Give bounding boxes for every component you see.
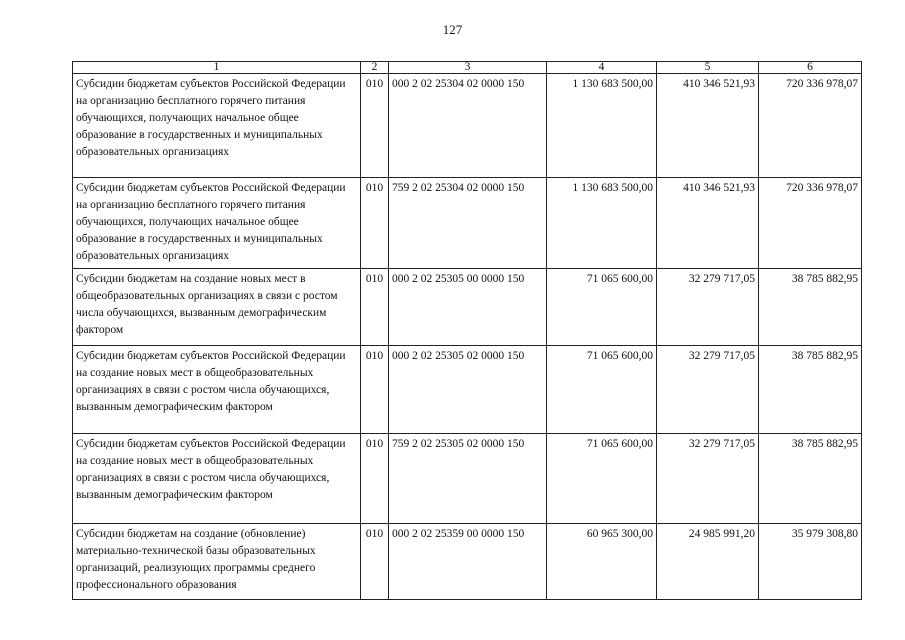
row-col4-amount: 1 130 683 500,00 <box>547 178 657 269</box>
row-line-code: 010 <box>361 524 389 600</box>
row-description: Субсидии бюджетам на создание (обновление) материально-технической базы образовательных организаций, реализующих программы среднего профессионального образования <box>73 524 361 600</box>
header-col-5: 5 <box>657 62 759 74</box>
table-row <box>73 178 862 269</box>
row-col5-amount: 32 279 717,05 <box>657 434 759 524</box>
header-col-6: 6 <box>759 62 862 74</box>
table-row <box>73 346 862 434</box>
table-row <box>73 524 862 600</box>
row-col6-amount: 720 336 978,07 <box>759 74 862 178</box>
row-col5-amount: 24 985 991,20 <box>657 524 759 600</box>
table-row <box>73 434 862 524</box>
row-col4-amount: 71 065 600,00 <box>547 434 657 524</box>
header-col-2: 2 <box>361 62 389 74</box>
row-description: Субсидии бюджетам субъектов Российской Федерации на создание новых мест в общеобразовательных организациях в связи с ростом числа обучающихся, вызванным демографическим фактором <box>73 434 361 524</box>
row-col5-amount: 32 279 717,05 <box>657 346 759 434</box>
table-row <box>73 74 862 178</box>
row-col5-amount: 32 279 717,05 <box>657 269 759 346</box>
budget-table <box>72 61 862 600</box>
row-budget-code: 000 2 02 25304 02 0000 150 <box>389 74 547 178</box>
header-row <box>73 62 862 74</box>
row-col4-amount: 60 965 300,00 <box>547 524 657 600</box>
header-col-1: 1 <box>73 62 361 74</box>
row-line-code: 010 <box>361 434 389 524</box>
row-col6-amount: 38 785 882,95 <box>759 434 862 524</box>
row-description: Субсидии бюджетам субъектов Российской Федерации на организацию бесплатного горячего питания обучающихся, получающих начальное общее образование в государственных и муниципальных образовательных организациях <box>73 178 361 269</box>
row-description: Субсидии бюджетам на создание новых мест в общеобразовательных организациях в связи с ростом числа обучающихся, вызванным демографическим фактором <box>73 269 361 346</box>
row-budget-code: 759 2 02 25304 02 0000 150 <box>389 178 547 269</box>
row-col4-amount: 71 065 600,00 <box>547 346 657 434</box>
row-budget-code: 759 2 02 25305 02 0000 150 <box>389 434 547 524</box>
row-budget-code: 000 2 02 25359 00 0000 150 <box>389 524 547 600</box>
row-budget-code: 000 2 02 25305 02 0000 150 <box>389 346 547 434</box>
row-col6-amount: 35 979 308,80 <box>759 524 862 600</box>
row-line-code: 010 <box>361 74 389 178</box>
row-col6-amount: 38 785 882,95 <box>759 346 862 434</box>
row-description: Субсидии бюджетам субъектов Российской Федерации на организацию бесплатного горячего питания обучающихся, получающих начальное общее образование в государственных и муниципальных образовательных организациях <box>73 74 361 178</box>
row-col4-amount: 1 130 683 500,00 <box>547 74 657 178</box>
row-col5-amount: 410 346 521,93 <box>657 74 759 178</box>
row-col6-amount: 38 785 882,95 <box>759 269 862 346</box>
row-budget-code: 000 2 02 25305 00 0000 150 <box>389 269 547 346</box>
table-row <box>73 269 862 346</box>
row-description: Субсидии бюджетам субъектов Российской Федерации на создание новых мест в общеобразовательных организациях в связи с ростом числа обучающихся, вызванным демографическим фактором <box>73 346 361 434</box>
row-col5-amount: 410 346 521,93 <box>657 178 759 269</box>
row-line-code: 010 <box>361 178 389 269</box>
page-number: 127 <box>442 22 463 37</box>
row-line-code: 010 <box>361 269 389 346</box>
row-line-code: 010 <box>361 346 389 434</box>
row-col4-amount: 71 065 600,00 <box>547 269 657 346</box>
row-col6-amount: 720 336 978,07 <box>759 178 862 269</box>
header-col-3: 3 <box>389 62 547 74</box>
header-col-4: 4 <box>547 62 657 74</box>
